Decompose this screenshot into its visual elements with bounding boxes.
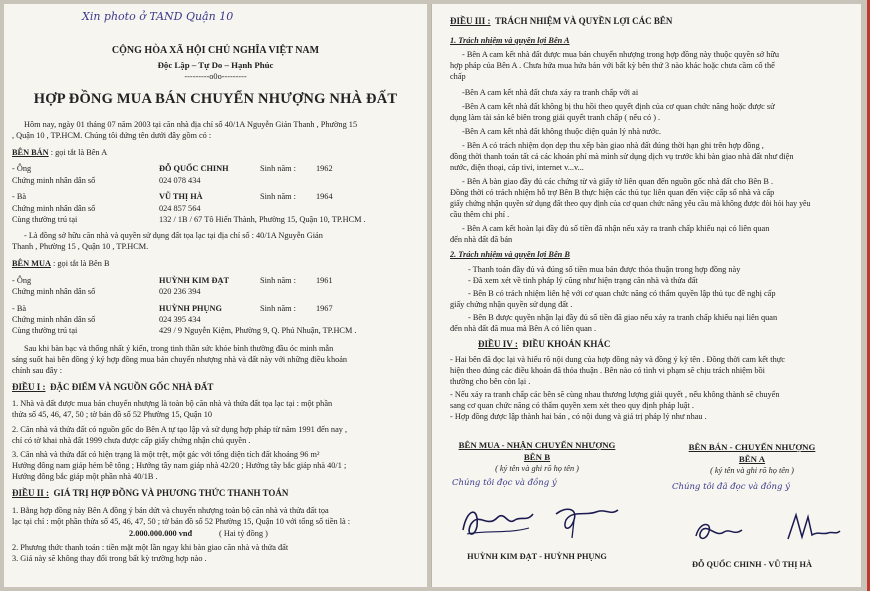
buyer-1-dob-label: Sinh năm : <box>260 276 296 285</box>
seller-handwritten-consent: Chúng tôi đã đọc và đồng ý <box>672 482 790 492</box>
party-b-line-1: - Thanh toán đầy đủ và đúng số tiền mua bán được thỏa thuận trong hợp đồng này <box>468 265 741 274</box>
seller-2-year: 1964 <box>316 192 333 201</box>
article-2-p3: 3. Giá này sẽ không thay đổi trong bất kỳ trường hợp nào . <box>12 554 207 563</box>
agreement-line-3: chính sau đây : <box>12 366 63 375</box>
buyer-2-name: HUỲNH PHỤNG <box>159 304 222 313</box>
seller-signature-note: ( ký tên và ghi rõ họ tên ) <box>710 466 794 475</box>
contract-page-1 <box>4 4 427 587</box>
seller-address: 132 / 1B / 67 Tô Hiến Thành, Phường 15, Quận 10, TP.HCM . <box>159 215 366 224</box>
handwritten-note: Xin photo ở TAND Quận 10 <box>82 10 234 23</box>
contract-page-2 <box>431 4 861 587</box>
article-1-p3c: Hướng đông bắc giáp một phần nhà 40/1B . <box>12 472 158 481</box>
article-3-label: ĐIỀU III : <box>450 16 491 26</box>
party-a-line-1: - Bên A cam kết nhà đất được mua bán chuyển nhượng trong hợp đồng này thuộc quyền sở hữu <box>462 50 779 59</box>
nation-title: CỘNG HÒA XÃ HỘI CHỦ NGHĨA VIỆT NAM <box>111 45 320 56</box>
ownership-line-2: Thanh , Phường 15 , Quận 10 , TP.HCM. <box>12 242 149 251</box>
article-1-p3a: 3. Căn nhà và thửa đất có hiện trạng là một trệt, một gác với tổng diện tích đất khoảng 96 m² <box>12 450 320 459</box>
seller-2-id: 024 857 564 <box>159 204 201 213</box>
party-a-line-8: - Bên A có trách nhiệm dọn dẹp thu xếp bàn giao nhà đất đúng thời hạn ghi trên hợp đồng , <box>462 141 764 150</box>
article-1-p1b: thửa số 45, 46, 47, 50 ; tờ bản đồ số 52 Phường 15, Quận 10 <box>12 410 213 419</box>
party-b-line-2: - Đã xem xét về tình pháp lý cũng như hiện trạng căn nhà và thửa đất <box>468 276 698 285</box>
seller-heading-note: : gọi tắt là Bên A <box>50 148 108 157</box>
seller-signature-heading: BÊN BÁN - CHUYỂN NHƯỢNG <box>688 442 816 452</box>
party-a-line-16: đến nhà đất đã bán <box>450 235 513 244</box>
party-a-line-5: -Bên A cam kết nhà đất không bị thu hồi theo quyết định của cơ quan chức năng hoặc được sử <box>462 102 775 111</box>
party-a-line-3: chấp <box>450 72 466 81</box>
buyer-signatory-names: HUỲNH KIM ĐẠT - HUỲNH PHỤNG <box>467 552 607 561</box>
party-b-line-6: đến nhà đất đã mua mà Bên A có liên quan . <box>450 324 597 333</box>
seller-1-id-label: Chứng minh nhân dân số <box>12 176 96 185</box>
party-a-line-2: hợp pháp của Bên A . Chưa hứa mua hứa bán với bất kỳ bên thứ 3 nào khác hoặc chưa cầm cố thế <box>450 61 775 70</box>
seller-1-year: 1962 <box>316 164 333 173</box>
buyer-1-title: - Ông <box>12 276 32 285</box>
other-terms-line-4: - Nếu xảy ra tranh chấp các bên sẽ cùng nhau thương lượng giải quyết , nếu không thành sẽ chuyển <box>450 390 780 399</box>
buyer-1-id-label: Chứng minh nhân dân số <box>12 287 96 296</box>
agreement-line-1: Sau khi bàn bạc và thống nhất ý kiến, trong tinh thần sức khỏe bình thường đầu óc minh mẫn <box>24 344 334 353</box>
other-terms-line-1: - Hai bên đã đọc lại và hiểu rõ nội dung của hợp đồng này và đồng ý ký tên . Đồng thời cam kết thực <box>450 355 785 364</box>
article-3-title: TRÁCH NHIỆM VÀ QUYỀN LỢI CÁC BÊN <box>495 16 673 26</box>
party-a-line-4: -Bên A cam kết nhà đất chưa xảy ra tranh chấp với ai <box>462 88 639 97</box>
party-b-line-4: giấy chứng nhận quyền sử dụng đất . <box>450 300 573 309</box>
seller-1-dob-label: Sinh năm : <box>260 164 296 173</box>
article-4-label: ĐIỀU IV : <box>478 339 518 349</box>
party-a-line-13: giấy chứng nhận quyền sử dụng đất theo quy định của cơ quan chức năng yêu cầu mà không được đòi hỏi hay yêu <box>450 199 811 208</box>
ownership-line-1: - Là đồng sở hữu căn nhà và quyền sử dụng đất tọa lạc tại địa chỉ số : 40/1A Nguyễn Giản <box>24 231 323 240</box>
article-4-heading <box>478 339 610 349</box>
article-1-p1a: 1. Nhà và đất được mua bán chuyển nhượng là toàn bộ căn nhà và thửa đất tọa lạc tại : một phần <box>12 399 333 408</box>
buyer-address: 429 / 9 Nguyễn Kiệm, Phường 9, Q. Phú Nhuận, TP.HCM . <box>159 326 357 335</box>
buyer-signature-heading: BÊN MUA - NHẬN CHUYỂN NHƯỢNG <box>458 440 616 450</box>
buyer-2-year: 1967 <box>316 304 333 313</box>
article-2-title: GIÁ TRỊ HỢP ĐỒNG VÀ PHƯƠNG THỨC THANH TOÁN <box>53 488 289 498</box>
article-1-p3b: Hướng đông nam giáp hẻm bê tông ; Hướng tây nam giáp nhà 42/20 ; Hướng tây bắc giáp nhà 40/1 ; <box>12 461 347 470</box>
party-a-line-10: nước, điện thoại, cáp tivi, internet v...v... <box>450 163 584 172</box>
article-4-title: ĐIỀU KHOẢN KHÁC <box>522 339 611 349</box>
seller-2-dob-label: Sinh năm : <box>260 192 296 201</box>
buyer-heading-note: : gọi tắt là Bên B <box>53 259 110 268</box>
party-a-line-6: dụng làm tài sản kê biên trong giải quyết tranh chấp ( nếu có ) . <box>450 113 661 122</box>
article-3-heading <box>450 16 672 26</box>
buyer-signature-note: ( ký tên và ghi rõ họ tên ) <box>495 464 579 473</box>
seller-heading-line <box>12 148 107 158</box>
buyer-2-id: 024 395 434 <box>159 315 201 324</box>
party-a-line-14: cầu thêm chi phí . <box>450 210 510 219</box>
buyer-heading: BÊN MUA <box>12 259 51 268</box>
seller-heading: BÊN BÁN <box>12 148 49 157</box>
buyer-2-id-label: Chứng minh nhân dân số <box>12 315 96 324</box>
party-b-line-5: - Bên B được quyền nhận lại đầy đủ số tiền đã giao nếu xảy ra tranh chấp khiếu nại liên quan <box>468 313 778 322</box>
other-terms-line-2: hiện theo đúng các điều khoản đã thỏa thuận . Bên nào có tình vi phạm sẽ chịu trách nhiệm bồi <box>450 366 765 375</box>
seller-2-title: - Bà <box>12 192 27 201</box>
contract-amount-words: ( Hai tỷ đồng ) <box>219 529 268 538</box>
seller-address-label: Cùng thường trú tại <box>12 215 78 224</box>
buyer-1-year: 1961 <box>316 276 333 285</box>
seller-1-name: ĐỖ QUỐC CHINH <box>159 164 229 173</box>
contract-amount: 2.000.000.000 vnđ <box>129 529 193 538</box>
buyer-handwritten-consent: Chúng tôi đọc và đồng ý <box>452 478 557 488</box>
seller-1-signature <box>690 514 750 549</box>
seller-2-id-label: Chứng minh nhân dân số <box>12 204 96 213</box>
intro-line-1: Hôm nay, ngày 01 tháng 07 năm 2003 tại căn nhà địa chỉ số 40/1A Nguyễn Giản Thanh , Phường 15 <box>24 120 358 129</box>
seller-signatory-names: ĐỖ QUỐC CHINH - VŨ THỊ HÀ <box>691 560 812 569</box>
party-a-line-9: đồng thời thanh toán tất cả các khoản phí mà mình sử dụng dịch vụ trước khi bàn giao nhà đất như điện <box>450 152 794 161</box>
article-2-p1a: 1. Bằng hợp đồng này Bên A đồng ý bán dứt và chuyển nhượng toàn bộ căn nhà và thửa đất tọa <box>12 506 329 515</box>
buyer-2-title: - Bà <box>12 304 27 313</box>
article-1-label: ĐIỀU I : <box>12 382 46 392</box>
buyer-signature-side: BÊN B <box>523 452 551 462</box>
party-a-line-7: -Bên A cam kết nhà đất không thuộc diện quản lý nhà nước. <box>462 127 661 136</box>
article-2-heading <box>12 488 288 498</box>
buyer-address-label: Cùng thường trú tại <box>12 326 78 335</box>
article-1-p2a: 2. Căn nhà và thửa đất có nguồn gốc do Bên A tự tạo lập và sử dụng hợp pháp từ năm 1991 đến nay , <box>12 425 348 434</box>
buyer-1-id: 020 236 394 <box>159 287 201 296</box>
seller-1-id: 024 078 434 <box>159 176 201 185</box>
article-1-heading <box>12 382 213 392</box>
party-a-line-11: - Bên A bàn giao đầy đủ các chứng từ và giấy tờ liên quan đến nguồn gốc nhà đất cho Bên B . <box>462 177 774 186</box>
party-a-subheading: 1. Trách nhiệm và quyền lợi Bên A <box>450 36 570 45</box>
buyer-2-dob-label: Sinh năm : <box>260 304 296 313</box>
other-terms-line-6: - Hợp đồng được lập thành hai bản , có nội dung và giá trị pháp lý như nhau . <box>450 412 707 421</box>
contract-title: HỢP ĐỒNG MUA BÁN CHUYỂN NHƯỢNG NHÀ ĐẤT <box>33 91 398 107</box>
article-1-p2b: chỉ có tờ khai nhà đất 1999 chưa được cấp giấy chứng nhận chủ quyền . <box>12 436 251 445</box>
buyer-heading-line <box>12 259 110 269</box>
party-a-line-12: Đồng thời có trách nhiệm hỗ trợ Bên B thực hiện các thủ tục liên quan đến việc cấp sổ nhà và cấp <box>450 188 775 197</box>
article-2-p1b: lạc tại chỉ : một phần thửa số 45, 46, 47, 50 ; tờ bản đồ số 52 Phường 15, Quận 10 với tổng số tiền là : <box>12 517 351 526</box>
intro-line-2: , Quận 10 , TP.HCM. Chúng tôi đứng tên dưới đây gồm có : <box>12 131 212 140</box>
seller-1-title: - Ông <box>12 164 32 173</box>
party-b-line-3: - Bên B có trách nhiệm liên hệ với cơ quan chức năng có thẩm quyền lập thủ tục đề nghị cấp <box>468 289 776 298</box>
buyer-2-signature <box>552 502 622 542</box>
national-motto: Độc Lập – Tự Do – Hạnh Phúc <box>157 60 274 70</box>
buyer-1-name: HUỲNH KIM ĐẠT <box>159 276 230 285</box>
seller-2-name: VŨ THỊ HÀ <box>159 192 203 201</box>
article-1-title: ĐẶC ĐIỂM VÀ NGUỒN GỐC NHÀ ĐẤT <box>50 382 214 392</box>
party-a-line-15: - Bên A cam kết hoàn lại đầy đủ số tiền đã nhận nếu xảy ra tranh chấp khiếu nại có liên quan <box>462 224 770 233</box>
seller-2-signature <box>782 509 842 547</box>
agreement-line-2: sáng suốt hai bên đồng ý ký hợp đồng mua bán chuyển nhượng nhà và đất này với những điều khoản <box>12 355 348 364</box>
other-terms-line-5: sang cơ quan chức năng có thẩm quyền xem xét theo quy định pháp luật . <box>450 401 694 410</box>
article-2-label: ĐIỀU II : <box>12 488 50 498</box>
article-2-p2: 2. Phương thức thanh toán : tiền mặt một lần ngay khi bàn giao căn nhà và thửa đất <box>12 543 289 552</box>
ornament-divider: ---------o0o--------- <box>184 72 247 81</box>
buyer-1-signature <box>457 500 537 545</box>
other-terms-line-3: thường cho bên còn lại . <box>450 377 531 386</box>
seller-signature-side: BÊN A <box>738 454 766 464</box>
party-b-subheading: 2. Trách nhiệm và quyền lợi Bên B <box>450 250 570 259</box>
